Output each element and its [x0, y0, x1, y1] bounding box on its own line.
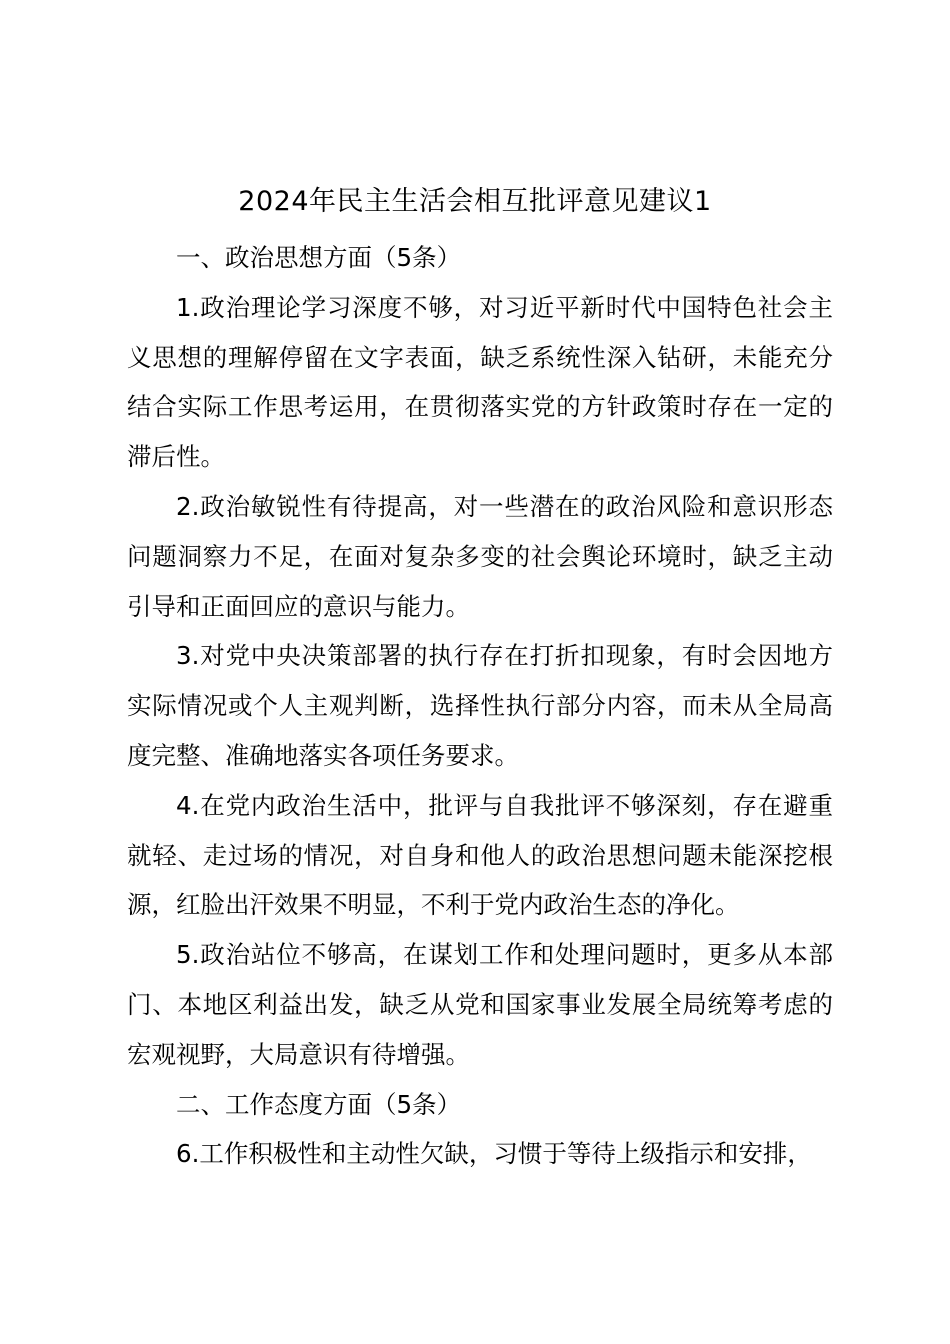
section-heading-political-thought: 一、政治思想方面（5条）	[176, 243, 462, 272]
paragraph-item-5: 5.政治站位不够高，在谋划工作和处理问题时，更多从本部门、本地区利益出发，缺乏从党和国家事业发展全局统筹考虑的宏观视野，大局意识有待增强。	[127, 940, 833, 1069]
section-heading-work-attitude: 二、工作态度方面（5条）	[176, 1089, 462, 1119]
paragraph-item-2: 2.政治敏锐性有待提高，对一些潜在的政治风险和意识形态问题洞察力不足，在面对复杂多变的社会舆论环境时，缺乏主动引导和正面回应的意识与能力。	[127, 491, 833, 621]
paragraph-item-4: 4.在党内政治生活中，批评与自我批评不够深刻，存在避重就轻、走过场的情况，对自身和他人的政治思想问题未能深挖根源，红脸出汗效果不明显，不利于党内政治生态的净化。	[127, 790, 833, 920]
paragraph-item-6: 6.工作积极性和主动性欠缺，习惯于等待上级指示和安排，	[176, 1139, 812, 1169]
document-title: 2024年民主生活会相互批评意见建议1	[238, 186, 712, 217]
paragraph-item-3: 3.对党中央决策部署的执行存在打折扣现象，有时会因地方实际情况或个人主观判断，选择性执行部分内容，而未从全局高度完整、准确地落实各项任务要求。	[127, 641, 833, 770]
paragraph-item-1: 1.政治理论学习深度不够，对习近平新时代中国特色社会主义思想的理解停留在文字表面，缺乏系统性深入钻研，未能充分结合实际工作思考运用，在贯彻落实党的方针政策时存在一定的滞后性。	[127, 292, 833, 472]
document-body	[127, 233, 833, 1179]
